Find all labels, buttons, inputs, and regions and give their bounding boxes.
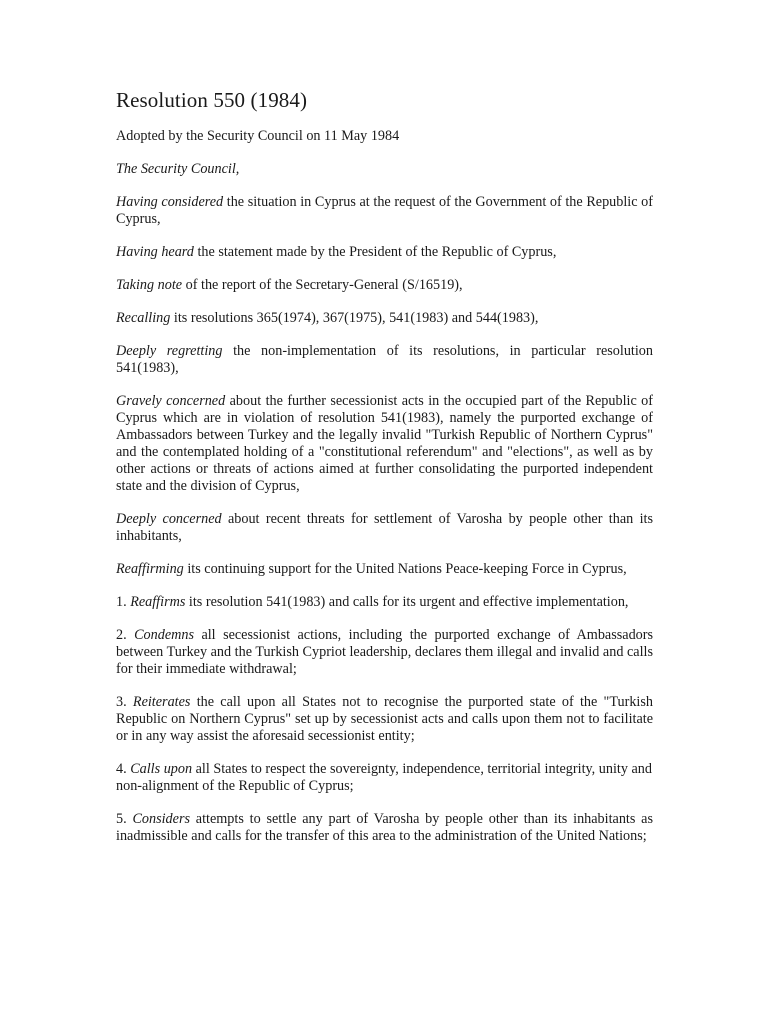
preamble-heading: The Security Council, (116, 161, 240, 177)
clause-number: 3. (116, 694, 133, 710)
clause-text: its continuing support for the United Nations Peace-keeping Force in Cyprus, (183, 561, 627, 577)
preamble-clause (116, 393, 653, 495)
clause-text: of the report of the Secretary-General (S/16519), (182, 277, 463, 293)
clause-text: all secessionist actions, including the purported exchange of Ambassadors between Turkey and the Turkish Cypriot leadership, declares them illegal and invalid and calls for their immediate withdrawal; (116, 627, 654, 677)
clause-number: 5. (116, 811, 133, 827)
clause-lead: Reiterates (132, 694, 191, 710)
clause-text: the statement made by the President of the Republic of Cyprus, (193, 244, 557, 260)
clause-lead: Gravely concerned (116, 393, 226, 409)
clause-text: all States to respect the sovereignty, independence, territorial integrity, unity and non-alignment of the Republic of Cyprus; (116, 761, 652, 794)
operative-clause (116, 694, 653, 745)
operative-clause (116, 811, 653, 845)
clause-text: the non-implementation of its resolutions, in particular resolution 541(1983), (116, 343, 653, 376)
clause-text: the situation in Cyprus at the request of the Government of the Republic of Cyprus, (116, 194, 653, 227)
clause-lead: Recalling (116, 310, 171, 326)
clause-text: about recent threats for settlement of Varosha by people other than its inhabitants, (116, 511, 653, 544)
preamble-clause (116, 310, 653, 327)
clause-lead: Reaffirms (130, 594, 186, 610)
clause-number: 2. (116, 627, 135, 643)
clause-text: its resolutions 365(1974), 367(1975), 541(1983) and 544(1983), (170, 310, 539, 326)
clause-lead: Deeply regretting (116, 343, 223, 359)
clause-lead: Taking note (116, 277, 183, 293)
clause-lead: Reaffirming (116, 561, 184, 577)
preamble-clause (116, 561, 653, 578)
operative-clause (116, 761, 653, 795)
document-page (116, 86, 653, 861)
operative-clause (116, 594, 653, 611)
preamble-clause (116, 511, 653, 545)
clause-number: 4. (116, 761, 131, 777)
clause-text: about the further secessionist acts in the occupied part of the Republic of Cyprus which are in violation of resolution 541(1983), namely the purported exchange of Ambassadors between Turkey and the legally invalid "Turkish Republic of Northern Cyprus" and the contemplated holding of a "constitutional referendum" and "elections", as well as by other actions or threats of actions aimed at further consolidating the purported independent state and the division of Cyprus, (116, 393, 653, 494)
clause-text: attempts to settle any part of Varosha by people other than its inhabitants as inadmissible and calls for the transfer of this area to the administration of the United Nations; (116, 811, 653, 844)
clause-lead: Considers (132, 811, 190, 827)
clause-lead: Having heard (116, 244, 194, 260)
clause-text: its resolution 541(1983) and calls for its urgent and effective implementation, (185, 594, 629, 610)
clause-text: the call upon all States not to recognise the purported state of the "Turkish Republic on Northern Cyprus" set up by secessionist acts and calls upon them not to facilitate or in any way assist the aforesaid secessionist entity; (116, 694, 653, 744)
operative-clause (116, 627, 653, 678)
clause-number: 1. (116, 594, 131, 610)
preamble-clause (116, 194, 653, 228)
clause-lead: Deeply concerned (116, 511, 222, 527)
document-title: Resolution 550 (1984) (116, 88, 308, 112)
preamble-clause (116, 244, 653, 261)
clause-lead: Having considered (116, 194, 224, 210)
clause-lead: Condemns (134, 627, 194, 643)
adoption-line: Adopted by the Security Council on 11 May 1984 (116, 128, 400, 144)
preamble-clause (116, 277, 653, 294)
preamble-clause (116, 343, 653, 377)
clause-lead: Calls upon (130, 761, 193, 777)
